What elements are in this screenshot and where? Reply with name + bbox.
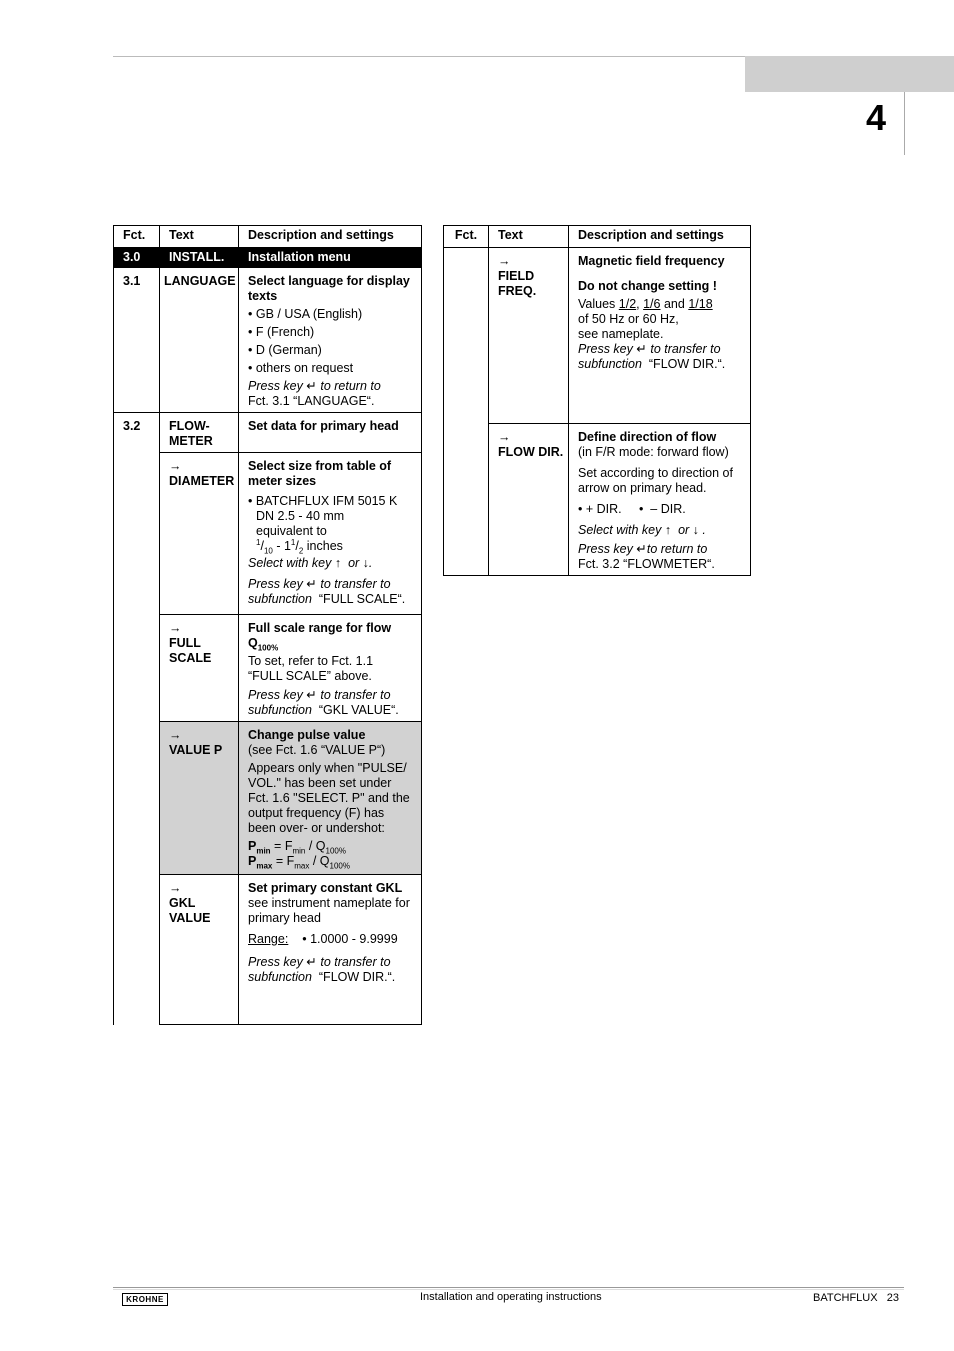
arrow-icon: → xyxy=(169,728,182,742)
section-desc: Installation menu xyxy=(239,248,422,268)
desc-diameter xyxy=(239,453,422,615)
desc-language xyxy=(239,268,422,413)
table-row xyxy=(114,453,422,615)
body-line: been over- or undershot: xyxy=(248,821,385,835)
subfunction-target: subfunction “FLOW DIR.“. xyxy=(578,357,726,371)
see-text: primary head xyxy=(248,911,321,925)
footer-rule xyxy=(113,1289,904,1290)
table-header-row xyxy=(114,226,422,248)
desc-flowdir xyxy=(569,424,751,576)
arrow-down-icon: ↓ xyxy=(362,556,369,570)
footer-page: BATCHFLUX 23 xyxy=(813,1292,899,1304)
values-line: Values 1/2, 1/6 and 1/18 xyxy=(578,297,713,311)
language-option: • F (French) xyxy=(248,325,315,339)
krohne-logo: KROHNE xyxy=(122,1293,168,1306)
header-desc: Description and settings xyxy=(239,226,422,248)
language-option: • D (German) xyxy=(248,343,322,357)
table-row xyxy=(114,413,422,453)
arrow-down-icon: ↓ xyxy=(692,523,699,537)
chapter-divider xyxy=(904,92,905,155)
text-diameter: → DIAMETER xyxy=(160,453,239,615)
direction-options: • + DIR. • – DIR. xyxy=(578,502,686,516)
enter-key-icon: ↵ xyxy=(636,542,647,556)
header-text: Text xyxy=(489,226,569,248)
arrow-up-icon: ↑ xyxy=(664,523,672,537)
table-header-row xyxy=(444,226,751,248)
header-desc: Description and settings xyxy=(569,226,751,248)
arrow-icon: → xyxy=(498,254,511,268)
right-function-table xyxy=(443,225,751,576)
meter-equiv: equivalent to xyxy=(256,524,327,538)
body-line: Appears only when "PULSE/ xyxy=(248,761,407,775)
arrow-icon: → xyxy=(498,430,511,444)
enter-key-icon: ↵ xyxy=(306,955,317,969)
header-fct: Fct. xyxy=(444,226,489,248)
desc-title: Select language for display texts xyxy=(248,274,410,303)
body-line: Fct. 1.6 "SELECT. P" and the xyxy=(248,791,410,805)
body-line: output frequency (F) has xyxy=(248,806,385,820)
nameplate-line: see nameplate. xyxy=(578,327,664,341)
arrow-icon: → xyxy=(169,881,182,895)
press-instruction: Press key ↵ to return to xyxy=(248,379,381,393)
chapter-tab xyxy=(745,56,954,92)
press-instruction: Press key ↵ to transfer to xyxy=(248,955,391,969)
warning-text: Do not change setting ! xyxy=(578,279,717,293)
desc-title: Magnetic field frequency xyxy=(578,254,725,268)
table-row xyxy=(114,615,422,722)
subfunction-target: subfunction “FULL SCALE“. xyxy=(248,592,406,606)
table-row xyxy=(114,268,422,413)
refer-text: To set, refer to Fct. 1.1 xyxy=(248,654,374,668)
subfunction-target: subfunction “FLOW DIR.“. xyxy=(248,970,396,984)
section-fct: 3.0 xyxy=(114,248,160,268)
meter-range: DN 2.5 - 40 mm xyxy=(256,509,345,523)
refer-text: “FULL SCALE” above. xyxy=(248,669,372,683)
meter-type: • BATCHFLUX IFM 5015 K xyxy=(248,494,398,508)
desc-valuep xyxy=(239,722,422,875)
language-option: • others on request xyxy=(248,361,354,375)
see-text: (see Fct. 1.6 “VALUE P“) xyxy=(248,743,386,757)
desc-gkl xyxy=(239,875,422,1025)
header-fct: Fct. xyxy=(114,226,160,248)
text-flowmeter: FLOW- METER xyxy=(160,413,239,453)
fct-3-2: 3.2 xyxy=(114,413,160,1025)
text-fullscale: → FULL SCALE xyxy=(160,615,239,722)
desc-title: Define direction of flow xyxy=(578,430,717,444)
fct-3-1: 3.1 xyxy=(114,268,160,413)
inch-range: $^1/_{10} - 1^1/_2$ inches xyxy=(256,537,343,556)
desc-fullscale xyxy=(239,615,422,722)
desc-title: Set primary constant GKL xyxy=(248,881,403,895)
pmax-formula: $P_{max} = F_{max} / Q_{100\%}$ xyxy=(248,854,350,871)
desc-fieldfreq xyxy=(569,248,751,424)
table-row xyxy=(444,424,751,576)
press-instruction: Press key ↵ to transfer to xyxy=(578,342,721,356)
enter-key-icon: ↵ xyxy=(306,379,317,393)
footer-rule xyxy=(113,1287,904,1288)
text-flowdir: → FLOW DIR. xyxy=(489,424,569,576)
pmin-formula: $P_{min} = F_{min} / Q_{100\%}$ xyxy=(248,839,346,856)
press-instruction: Press key ↵ to transfer to xyxy=(248,577,391,591)
text-valuep: → VALUE P xyxy=(160,722,239,875)
return-target: Fct. 3.1 “LANGUAGE“. xyxy=(248,394,375,408)
arrow-icon: → xyxy=(169,459,182,473)
arrow-up-icon: ↑ xyxy=(334,556,342,570)
set-line: Set according to direction of xyxy=(578,466,733,480)
return-target: Fct. 3.2 “FLOWMETER“. xyxy=(578,557,715,571)
press-instruction: Press key ↵to return to xyxy=(578,542,708,556)
section-text: INSTALL. xyxy=(160,248,239,268)
table-row xyxy=(114,722,422,875)
language-option: • GB / USA (English) xyxy=(248,307,363,321)
chapter-number: 4 xyxy=(866,97,887,138)
desc-title: Change pulse value xyxy=(248,728,366,742)
left-function-table xyxy=(113,225,422,1025)
section-row xyxy=(114,248,422,268)
body-line: VOL." has been set under xyxy=(248,776,392,790)
text-language: LANGUAGE xyxy=(160,268,239,413)
mode-line: (in F/R mode: forward flow) xyxy=(578,445,729,459)
arrow-icon: → xyxy=(169,621,182,635)
see-text: see instrument nameplate for xyxy=(248,896,410,910)
fct-empty xyxy=(444,248,489,576)
text-fieldfreq: → FIELD FREQ. xyxy=(489,248,569,424)
footer-title: Installation and operating instructions xyxy=(420,1291,602,1303)
enter-key-icon: ↵ xyxy=(306,688,317,702)
text-gkl: → GKL VALUE xyxy=(160,875,239,1025)
table-row xyxy=(114,875,422,1025)
enter-key-icon: ↵ xyxy=(306,577,317,591)
range-line: Range: • 1.0000 - 9.9999 xyxy=(248,932,398,946)
press-instruction: Press key ↵ to transfer to xyxy=(248,688,391,702)
enter-key-icon: ↵ xyxy=(636,342,647,356)
header-text: Text xyxy=(160,226,239,248)
freq-line: of 50 Hz or 60 Hz, xyxy=(578,312,679,326)
desc-title: Select size from table of meter sizes xyxy=(248,459,392,488)
select-instruction: Select with key ↑ or ↓ . xyxy=(578,523,706,537)
set-line: arrow on primary head. xyxy=(578,481,707,495)
select-instruction: Select with key ↑ or ↓. xyxy=(248,556,373,570)
desc-flowmeter: Set data for primary head xyxy=(239,413,422,453)
table-row xyxy=(444,248,751,424)
desc-title: Full scale range for flow $Q_{100\%}$ xyxy=(248,621,392,653)
subfunction-target: subfunction “GKL VALUE“. xyxy=(248,703,399,717)
